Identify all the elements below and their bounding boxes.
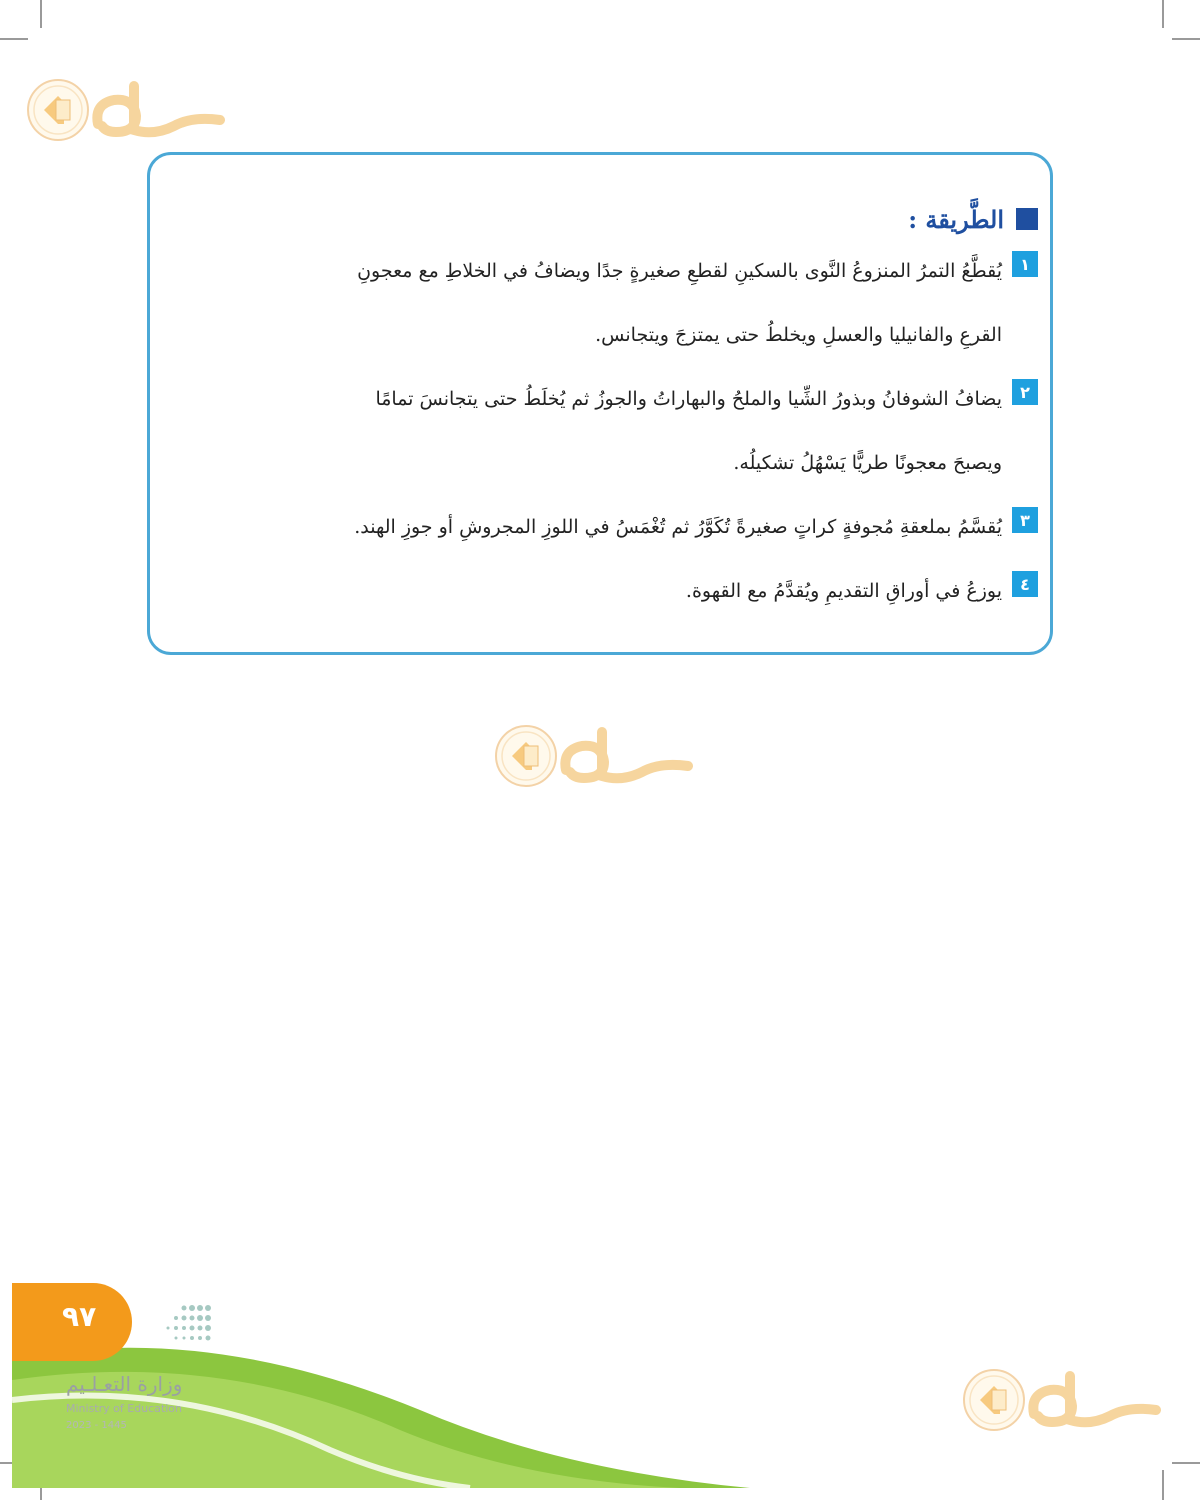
heading-bullet-icon <box>1016 208 1038 230</box>
step-text <box>686 559 1002 623</box>
step-line: يوزعُ في أوراقِ التقديمِ ويُقدَّمُ مع القهوة. <box>685 580 1002 602</box>
watermark-logo <box>492 712 702 794</box>
step-3 <box>190 495 1038 559</box>
book-medal-icon <box>492 712 702 794</box>
crop-mark <box>1162 1470 1164 1500</box>
step-number: ١ <box>1012 251 1038 277</box>
step-line: يُقطَّعُ التمرُ المنزوعُ النَّوى بالسكينِ لقطعِ صغيرةٍ جدًا ويضافُ في الخلاطِ مع معجونِ <box>357 260 1002 282</box>
crop-mark <box>1162 0 1164 28</box>
step-text <box>354 495 1002 559</box>
book-medal-icon <box>960 1356 1170 1438</box>
crop-mark <box>1172 38 1200 40</box>
step-line: القرعِ والفانيليا والعسلِ ويخلطُ حتى يمتزجَ ويتجانس. <box>595 324 1002 346</box>
crop-mark <box>40 0 42 28</box>
crop-mark <box>0 38 28 40</box>
page-number: ٩٧ <box>62 1300 97 1333</box>
ministry-name-arabic: وزارة التعـلـيم <box>66 1372 183 1396</box>
method-title: الطَّريقة : <box>908 204 1004 234</box>
step-line: يُقسَّمُ بملعقةِ مُجوفةٍ كراتٍ صغيرةً تُكَوَّرُ ثم تُغْمَسُ في اللوزِ المجروشِ أو جوزِ الهند. <box>354 516 1002 538</box>
step-text <box>375 367 1002 495</box>
step-2 <box>190 367 1038 495</box>
ministry-name-english: Ministry of Education <box>66 1402 183 1415</box>
method-heading <box>190 199 1038 239</box>
step-number: ٢ <box>1012 379 1038 405</box>
step-1 <box>190 239 1038 367</box>
book-medal-icon <box>24 66 234 148</box>
step-number: ٣ <box>1012 507 1038 533</box>
step-text <box>357 239 1002 367</box>
ministry-year: 2023 - 1445 <box>66 1420 127 1431</box>
ministry-logo-icon <box>100 1300 220 1350</box>
watermark-logo <box>24 66 234 148</box>
method-box <box>147 152 1053 655</box>
crop-mark <box>1172 1462 1200 1464</box>
watermark-logo <box>960 1356 1170 1438</box>
step-line: يضافُ الشوفانُ وبذورُ الشِّيا والملحُ والبهاراتُ والجوزُ ثم يُخلَطُ حتى يتجانسَ تمامًا <box>375 388 1002 410</box>
step-line: ويصبحَ معجونًا طريًّا يَسْهُلُ تشكيلُه. <box>733 452 1002 474</box>
step-4 <box>190 559 1038 623</box>
step-number: ٤ <box>1012 571 1038 597</box>
